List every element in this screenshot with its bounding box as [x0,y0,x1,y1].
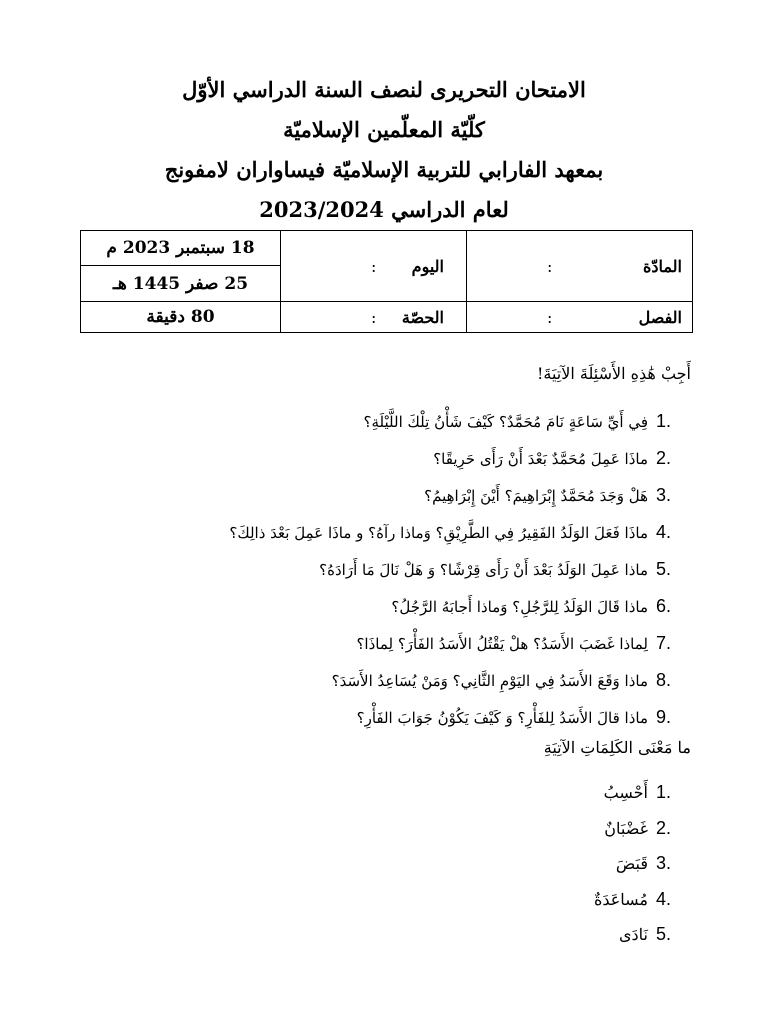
questions-list [64,403,684,736]
item-number: 5. [656,559,672,579]
period-cell [281,302,467,333]
item-text: قَبَضَ [615,854,648,873]
list-item [594,846,684,882]
item-text: نَادَى [619,925,648,944]
list-item [594,775,684,811]
list-item [64,514,684,551]
class-label: الفصل [638,307,682,327]
list-item [594,811,684,847]
class-cell [467,302,693,333]
list-item [594,882,684,918]
item-number: 2. [656,448,672,468]
day-colon: : [371,256,377,276]
item-text: ماذَا عَمِلَ مُحَمَّدٌ بَعْدَ أَنْ رَأَى حَرِيقًا؟ [433,450,648,468]
institute-name: بمعهد الفارابي للتربية الإسلاميّة فيساواران لامفونج [164,157,604,182]
list-item [64,699,684,736]
list-item [64,625,684,662]
vocabulary-list [594,775,684,953]
list-item [64,551,684,588]
item-text: فِي أَيِّ سَاعَةٍ نَامَ مُحَمَّدٌ؟ كَيْفَ شَأْنُ تِلْكَ اللَّيْلَةِ؟ [363,413,648,431]
item-number: 2. [656,817,672,838]
subject-label: المادّة [643,256,682,276]
list-item [64,403,684,440]
item-text: ماذَا فَعَلَ الوَلَدُ الفَقِيرُ فِي الطَّرِيْقِ؟ وَماذا رآهُ؟ و ماذَا عَمِلَ بَعْدَ ذالِكَ؟ [229,524,648,542]
item-number: 4. [656,888,672,909]
item-number: 7. [656,633,672,653]
item-text: ماذا قَالَ الوَلَدُ لِلرَّجُلِ؟ وَماذا أَجابَهُ الرَّجُلُ؟ [391,598,648,616]
date-hijri: 25 صفر 1445 هـ [81,266,281,302]
item-number: 1. [656,782,672,802]
day-label: اليوم [411,256,444,276]
item-text: ماذا عَمِلَ الوَلَدُ بَعْدَ أَنْ رَأَى قِرْشًا؟ وَ هَلْ نَالَ مَا أَرَادَهُ؟ [319,561,648,579]
section2-instruction: ما مَعْنَى الكَلِمَاتِ الآتِيَةِ [543,738,691,757]
list-item [594,917,684,953]
date-gregorian: 18 سبتمبر 2023 م [81,231,281,266]
subject-colon: : [547,256,553,276]
item-text: أَحْسِبُ [603,783,648,802]
item-text: ماذا وَقَعَ الأَسَدُ فِي اليَوْمِ الثَّانِي؟ وَمَنْ يُسَاعِدُ الأَسَدَ؟ [331,672,648,690]
item-number: 4. [656,522,672,542]
item-number: 1. [656,411,672,431]
item-number: 3. [656,485,672,505]
list-item [64,440,684,477]
item-text: هَلْ وَجَدَ مُحَمَّدٌ إِبْرَاهِيمَ؟ أَيْنَ إِبْرَاهِيمُ؟ [424,487,648,505]
item-text: مُساعَدَةٌ [593,889,648,909]
exam-header [0,70,768,230]
item-text: لِماذا غَضَبَ الأَسَدُ؟ هلْ يَقْتُلُ الأَسَدُ الفَأْرَ؟ لِماذَا؟ [356,635,648,653]
list-item [64,588,684,625]
period-colon: : [371,307,377,327]
day-cell [281,231,467,302]
duration: 80 دقيقة [81,302,281,333]
list-item [64,477,684,514]
college-name: كلّيّة المعلّمين الإسلاميّة [283,117,485,142]
subject-cell [467,231,693,302]
exam-info-table [80,230,693,333]
item-text: غَضْبَانٌ [604,818,648,838]
section1-instruction: أَجِبْ هَٰذِهِ الأَسْئِلَةَ الآتِيَةَ! [536,364,691,383]
item-number: 6. [656,596,672,616]
period-label: الحصّة [401,307,444,327]
item-text: ماذا قالَ الأَسَدُ لِلفَأْرِ؟ وَ كَيْفَ يَكُوْنُ جَوَابَ الفَأْرِ؟ [356,709,648,727]
class-colon: : [547,307,553,327]
exam-title: الامتحان التحريرى لنصف السنة الدراسي الأوّل [182,77,586,102]
item-number: 3. [656,853,672,873]
academic-year: لعام الدراسي 2023/2024 [259,197,509,222]
list-item [64,662,684,699]
item-number: 5. [656,924,672,944]
item-number: 8. [656,670,672,690]
item-number: 9. [656,707,672,727]
